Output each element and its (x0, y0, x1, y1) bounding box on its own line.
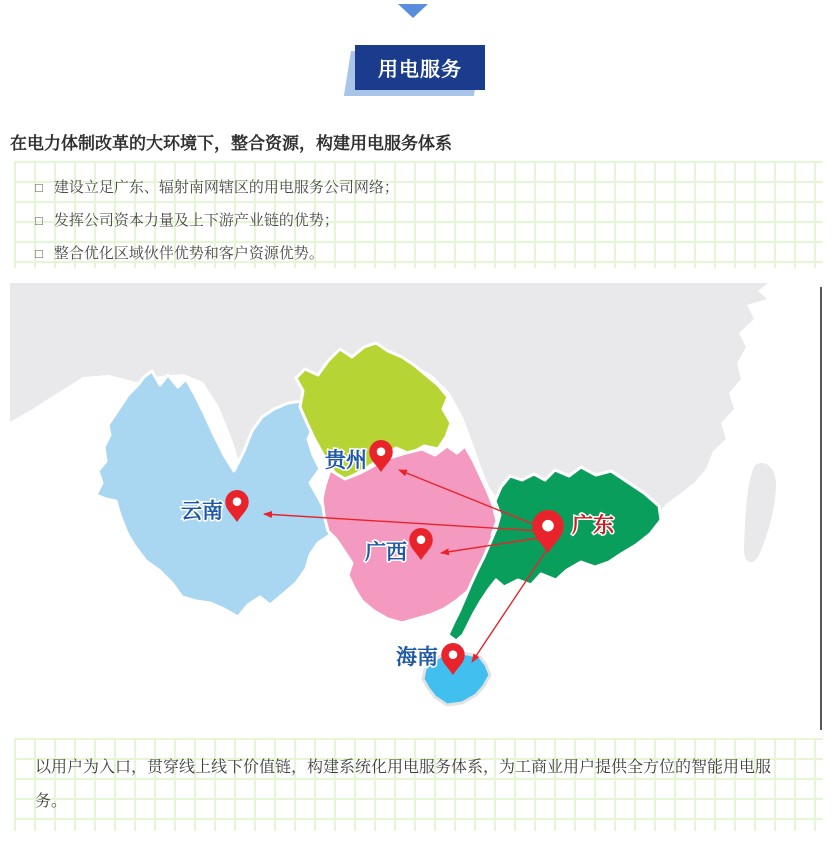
section-banner (355, 45, 485, 90)
list-item (14, 204, 823, 237)
map-island-taiwan (744, 463, 776, 562)
bullet-section (14, 161, 823, 268)
region-yunnan (96, 371, 330, 617)
service-area-map (10, 283, 822, 731)
square-bullet-icon: □ (35, 246, 43, 261)
section-divider-triangle-icon (398, 4, 428, 18)
list-item-text: 发挥公司资本力量及上下游产业链的优势； (53, 212, 339, 229)
square-bullet-icon: □ (35, 180, 43, 195)
region-label-yunnan: 云南 (181, 500, 223, 523)
region-label-hainan: 海南 (396, 646, 438, 669)
list-item (14, 171, 823, 204)
square-bullet-icon: □ (35, 213, 43, 228)
banner-title: 用电服务 (355, 45, 485, 90)
map-right-border (820, 287, 822, 730)
map-svg (10, 283, 822, 731)
region-label-guangdong: 广东 (572, 514, 614, 537)
footer-text: 以用户为入口，贯穿线上线下价值链，构建系统化用电服务体系，为工商业用户提供全方位的智能用电服务。 (35, 759, 772, 810)
region-label-guizhou: 贵州 (325, 449, 367, 472)
intro-heading: 在电力体制改革的大环境下，整合资源，构建用电服务体系 (10, 134, 452, 153)
footer-section (14, 738, 823, 831)
list-item-text: 整合优化区域伙伴优势和客户资源优势。 (53, 245, 324, 262)
region-label-guangxi: 广西 (365, 541, 407, 564)
list-item-text: 建设立足广东、辐射南网辖区的用电服务公司网络； (53, 179, 399, 196)
list-item (14, 237, 823, 270)
